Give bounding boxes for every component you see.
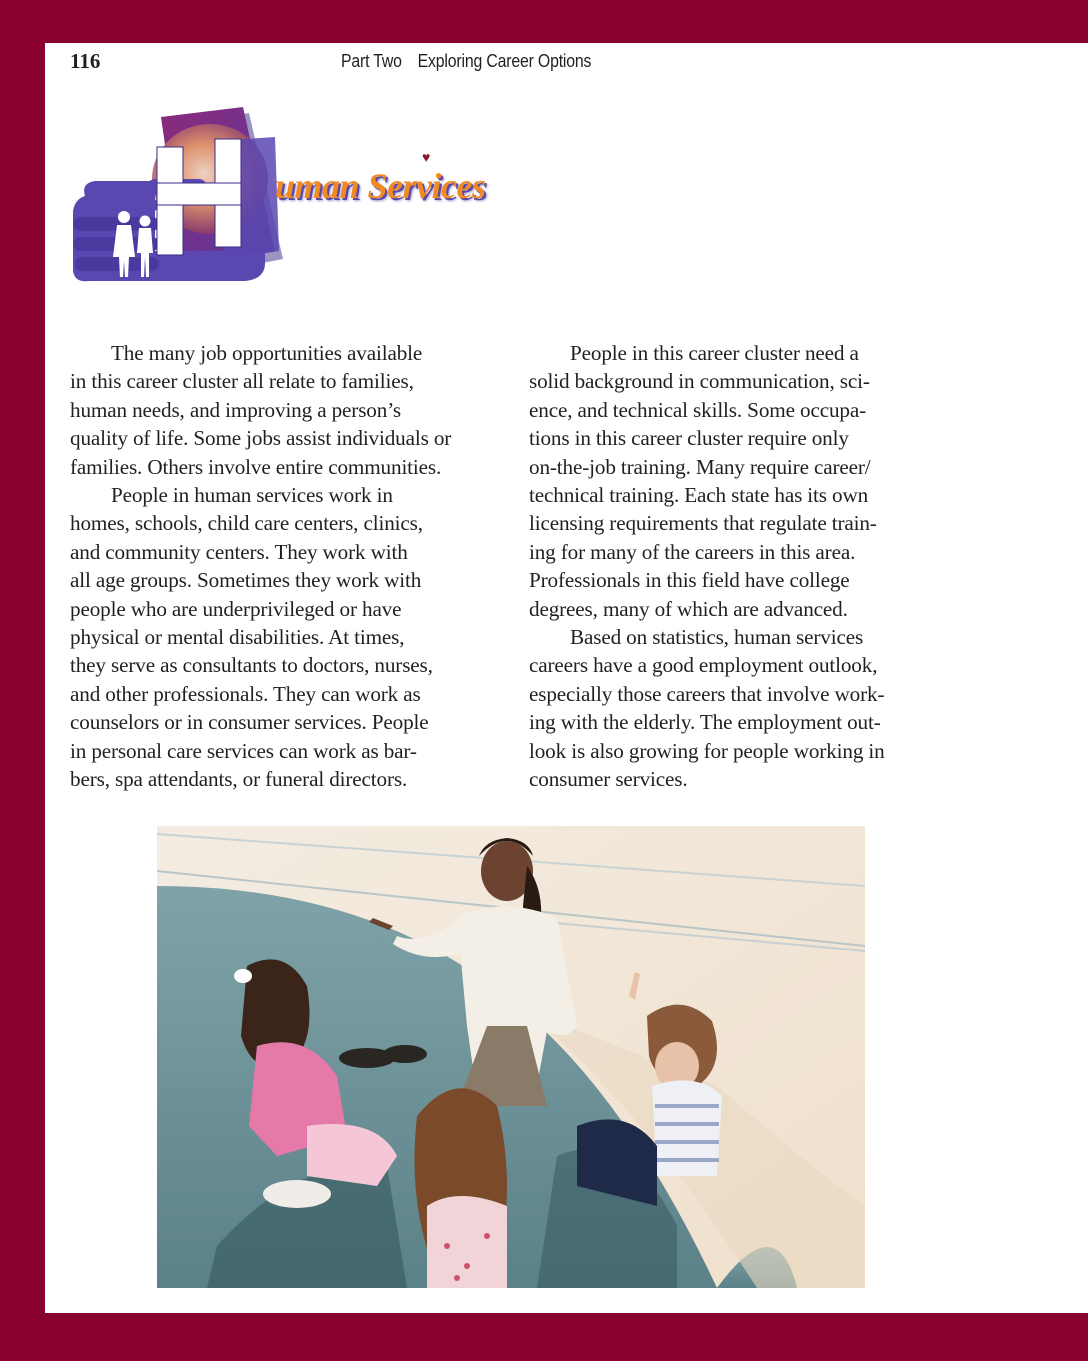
photo-teacher-with-children xyxy=(157,826,865,1288)
text-line: licensing requirements that regulate train- xyxy=(529,511,877,536)
photo-illustration xyxy=(157,826,865,1288)
text-line: ence, and technical skills. Some occupa- xyxy=(529,397,866,422)
text-line: solid background in communication, sci- xyxy=(529,369,870,394)
paragraph xyxy=(70,339,490,481)
page-number: 116 xyxy=(70,49,101,73)
text-line: counselors or in consumer services. People xyxy=(70,710,429,735)
text-line: all age groups. Sometimes they work with xyxy=(70,568,422,593)
text-line: People in human services work in xyxy=(111,483,393,508)
paragraph xyxy=(529,623,949,793)
part-label: Part Two xyxy=(341,51,402,71)
text-line: and other professionals. They can work as xyxy=(70,681,421,706)
text-line: they serve as consultants to doctors, nurses, xyxy=(70,653,433,678)
text-line: on-the-job training. Many require career/ xyxy=(529,454,871,479)
text-line: people who are underprivileged or have xyxy=(70,596,402,621)
heart-icon: ♥ xyxy=(422,151,431,166)
chapter-title: Exploring Career Options xyxy=(417,51,592,71)
text-line: and community centers. They work with xyxy=(70,539,408,564)
text-line: ing for many of the careers in this area. xyxy=(529,539,856,564)
text-line: consumer services. xyxy=(529,767,688,792)
textbook-page xyxy=(45,43,1088,1313)
text-line: physical or mental disabilities. At times, xyxy=(70,625,405,650)
text-line: in this career cluster all relate to families, xyxy=(70,369,414,394)
text-line: careers have a good employment outlook, xyxy=(529,653,878,678)
text-line: human needs, and improving a person’s xyxy=(70,397,402,422)
text-line: look is also growing for people working in xyxy=(529,738,885,763)
logo-title: uman Services xyxy=(275,166,486,206)
text-line: quality of life. Some jobs assist individuals or xyxy=(70,426,452,451)
running-head xyxy=(341,51,591,72)
text-line: The many job opportunities available xyxy=(111,341,423,365)
text-line: especially those careers that involve work- xyxy=(529,681,885,706)
paragraph xyxy=(70,481,490,793)
text-line: degrees, many of which are advanced. xyxy=(529,596,848,621)
text-line: in personal care services can work as bar- xyxy=(70,738,417,763)
text-line: Based on statistics, human services xyxy=(570,625,864,650)
text-line: homes, schools, child care centers, clinics, xyxy=(70,511,423,536)
text-line: tions in this career cluster require only xyxy=(529,426,849,451)
human-services-logo xyxy=(65,101,495,291)
text-line: bers, spa attendants, or funeral directors. xyxy=(70,767,408,792)
text-line: technical training. Each state has its own xyxy=(529,483,869,508)
text-line: Professionals in this field have college xyxy=(529,568,850,593)
body-column-right xyxy=(529,339,949,794)
body-column-left xyxy=(70,339,490,794)
text-line: ing with the elderly. The employment out- xyxy=(529,710,881,735)
text-line: families. Others involve entire communities. xyxy=(70,454,442,479)
text-line: People in this career cluster need a xyxy=(570,341,859,365)
paragraph xyxy=(529,339,949,623)
